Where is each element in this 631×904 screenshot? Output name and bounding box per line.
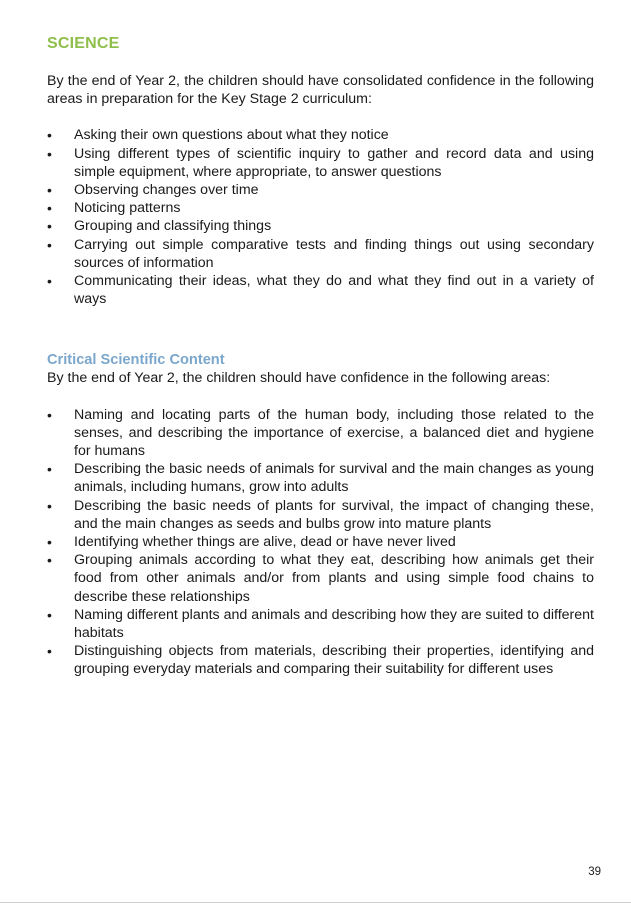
bullet-icon: • [47, 606, 52, 623]
bullet-icon: • [47, 273, 52, 290]
bullet-icon: • [47, 127, 52, 144]
list-item: • Grouping animals according to what they eat, describing how animals get their food from other animals and/or from plants and using simple food chains to describe these relationships [47, 552, 594, 605]
bullet-icon: • [47, 643, 52, 660]
list-item: • Carrying out simple comparative tests and finding things out using secondary sources of information [47, 236, 594, 271]
list-item: • Observing changes over time [47, 182, 259, 199]
bullet-icon: • [47, 218, 52, 235]
list-item: • Describing the basic needs of animals for survival and the main changes as young animals, including humans, grow into adults [47, 461, 594, 496]
bullet-icon: • [47, 145, 52, 162]
page-content [47, 34, 594, 679]
bottom-divider [0, 902, 631, 903]
bullet-icon: • [47, 552, 52, 569]
section-title: SCIENCE [47, 35, 120, 52]
list-item: • Naming different plants and animals and describing how they are suited to different habitats [47, 606, 594, 642]
list-item: • Distinguishing objects from materials, describing their properties, identifying and grouping everyday materials and comparing their suitability for different uses [47, 643, 594, 678]
critical-content-intro: By the end of Year 2, the children should have confidence in the following areas: [47, 370, 551, 387]
critical-content-heading: Critical Scientific Content [47, 352, 225, 369]
bullet-icon: • [47, 200, 52, 217]
bullet-icon: • [47, 406, 52, 423]
bullet-icon: • [47, 236, 52, 253]
bullet-icon: • [47, 497, 52, 514]
list-item: • Naming and locating parts of the human body, including those related to the senses, and describing the importance of exercise, a balanced diet and hygiene for humans [47, 406, 594, 460]
critical-content-list [47, 406, 594, 679]
section-spacer [47, 308, 594, 351]
list-item: • Noticing patterns [47, 200, 181, 217]
list-item: • Grouping and classifying things [47, 218, 272, 235]
list-item: • Identifying whether things are alive, dead or have never lived [47, 534, 456, 551]
list-item: • Describing the basic needs of plants for survival, the impact of changing these, and the main changes as seeds and bulbs grow into mature plants [47, 497, 594, 532]
list-item: • Using different types of scientific inquiry to gather and record data and using simple equipment, where appropriate, to answer questions [47, 145, 594, 180]
section-intro: By the end of Year 2, the children should have consolidated confidence in the following areas in preparation for the Key Stage 2 curriculum: [47, 73, 594, 108]
page-number: 39 [588, 866, 601, 878]
bullet-icon: • [47, 534, 52, 551]
bullet-icon: • [47, 461, 52, 478]
bullet-icon: • [47, 182, 52, 199]
list-item: • Asking their own questions about what they notice [47, 127, 389, 144]
skills-list [47, 126, 594, 308]
list-item: • Communicating their ideas, what they do and what they find out in a variety of ways [47, 273, 594, 308]
